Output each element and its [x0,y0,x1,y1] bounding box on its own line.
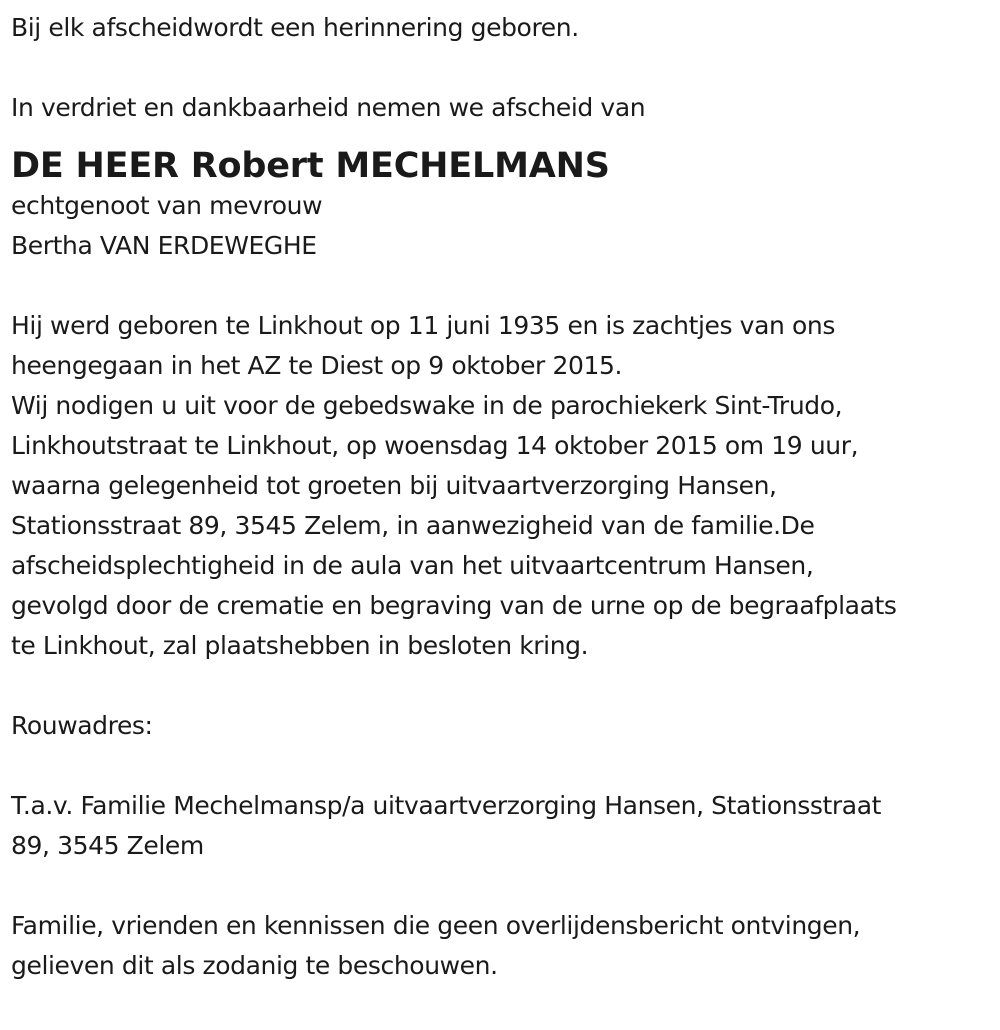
body-line: heengegaan in het AZ te Diest op 9 oktober 2015. [11,351,623,380]
spacer [11,48,991,88]
body-line: gevolgd door de crematie en begraving van de urne op de begraafplaats [11,591,897,620]
spouse-line-2: Bertha VAN ERDEWEGHE [11,231,317,260]
opening-line: Bij elk afscheidwordt een herinnering geboren. [11,13,579,42]
body-line: afscheidsplechtigheid in de aula van het uitvaartcentrum Hansen, [11,551,814,580]
spacer [11,266,991,306]
address-line: T.a.v. Familie Mechelmansp/a uitvaartverzorging Hansen, Stationsstraat [11,791,882,820]
body-line: Stationsstraat 89, 3545 Zelem, in aanwezigheid van de familie.De [11,511,815,540]
body-line: te Linkhout, zal plaatshebben in besloten kring. [11,631,589,660]
obituary-notice [11,8,991,986]
address-block [11,786,991,866]
deceased-name: DE HEER Robert MECHELMANS [11,146,610,186]
spacer [11,666,991,706]
body-line: Hij werd geboren te Linkhout op 11 juni 1935 en is zachtjes van ons [11,311,835,340]
closing-paragraph [11,906,991,986]
body-line: Linkhoutstraat te Linkhout, op woensdag 14 oktober 2015 om 19 uur, [11,431,859,460]
closing-line: gelieven dit als zodanig te beschouwen. [11,951,498,980]
spacer [11,746,991,786]
body-line: waarna gelegenheid tot groeten bij uitvaartverzorging Hansen, [11,471,777,500]
closing-line: Familie, vrienden en kennissen die geen overlijdensbericht ontvingen, [11,911,861,940]
address-line: 89, 3545 Zelem [11,831,204,860]
spouse-line-1: echtgenoot van mevrouw [11,191,323,220]
spacer [11,866,991,906]
body-paragraph [11,306,991,666]
address-label: Rouwadres: [11,711,153,740]
intro-line: In verdriet en dankbaarheid nemen we afscheid van [11,93,646,122]
body-line: Wij nodigen u uit voor de gebedswake in de parochiekerk Sint-Trudo, [11,391,843,420]
